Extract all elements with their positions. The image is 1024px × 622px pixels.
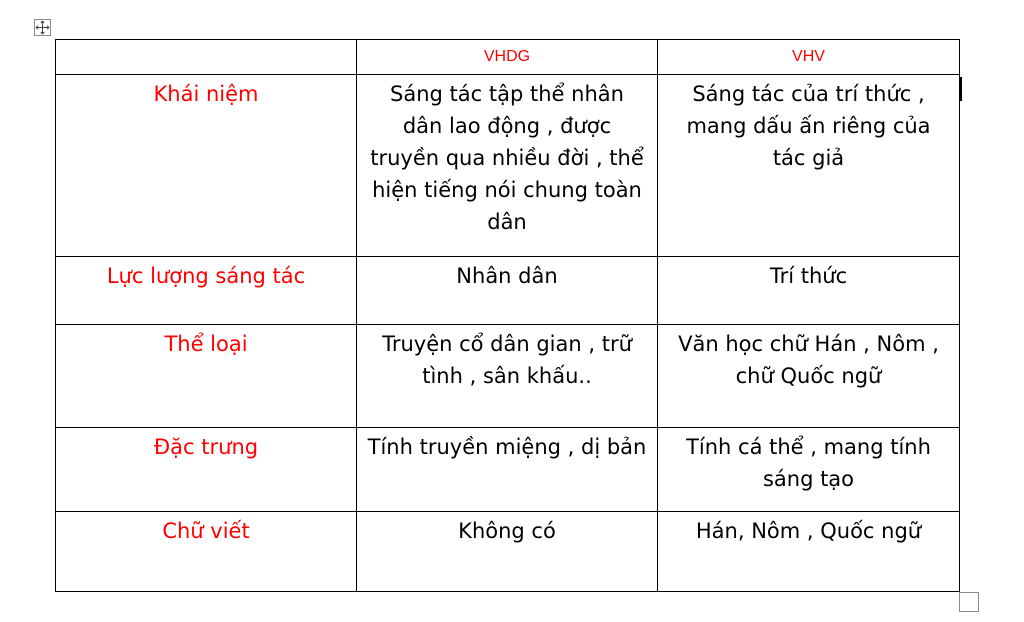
cell-vhv-chu-viet[interactable]: Hán, Nôm , Quốc ngữ — [658, 512, 960, 592]
table-header-row — [56, 40, 960, 75]
table-row — [56, 512, 960, 592]
header-cell-vhdg[interactable]: VHDG — [357, 40, 658, 75]
cell-vhdg-khai-niem[interactable]: Sáng tác tập thể nhân dân lao động , được truyền qua nhiều đời , thể hiện tiếng nói chung toàn dân — [357, 75, 658, 257]
cell-vhdg-the-loai[interactable]: Truyện cổ dân gian , trữ tình , sân khấu.. — [357, 325, 658, 428]
row-label-dac-trung[interactable]: Đặc trưng — [56, 428, 357, 512]
text-cursor — [960, 77, 962, 101]
table-row — [56, 325, 960, 428]
row-label-the-loai[interactable]: Thể loại — [56, 325, 357, 428]
cell-vhv-the-loai[interactable]: Văn học chữ Hán , Nôm , chữ Quốc ngữ — [658, 325, 960, 428]
row-label-chu-viet[interactable]: Chữ viết — [56, 512, 357, 592]
table-move-handle-icon[interactable] — [34, 19, 51, 36]
row-label-khai-niem[interactable]: Khái niệm — [56, 75, 357, 257]
row-label-luc-luong-sang-tac[interactable]: Lực lượng sáng tác — [56, 257, 357, 325]
table-row — [56, 257, 960, 325]
cell-vhdg-chu-viet[interactable]: Không có — [357, 512, 658, 592]
table-resize-handle-icon[interactable] — [959, 592, 979, 612]
header-cell-vhv[interactable]: VHV — [658, 40, 960, 75]
header-cell-empty[interactable] — [56, 40, 357, 75]
cell-vhdg-dac-trung[interactable]: Tính truyền miệng , dị bản — [357, 428, 658, 512]
table-row — [56, 428, 960, 512]
cell-vhv-dac-trung[interactable]: Tính cá thể , mang tính sáng tạo — [658, 428, 960, 512]
cell-vhdg-luc-luong[interactable]: Nhân dân — [357, 257, 658, 325]
cell-vhv-luc-luong[interactable]: Trí thức — [658, 257, 960, 325]
cell-vhv-khai-niem[interactable]: Sáng tác của trí thức , mang dấu ấn riêng của tác giả — [658, 75, 960, 257]
comparison-table — [55, 39, 960, 592]
table-row — [56, 75, 960, 257]
